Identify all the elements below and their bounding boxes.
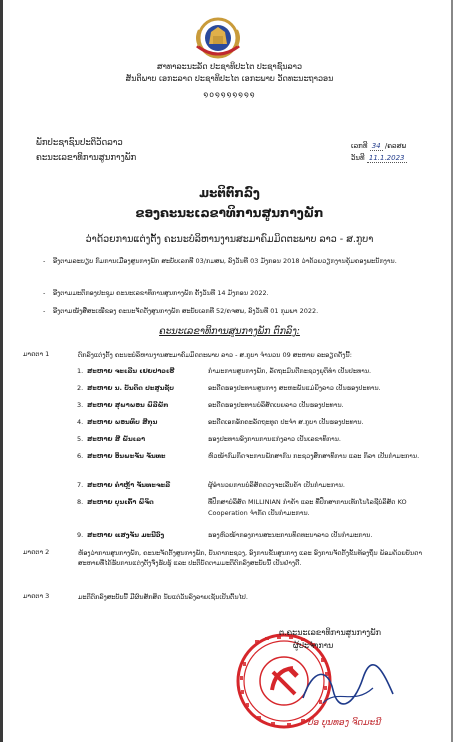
document-subject: ວ່າດ້ວຍການແຕ່ງຕັ້ງ ຄະນະບໍລິຫານງານສະມາຄົມມິດຕະພາບ ລາວ - ສ.ກູບາ bbox=[85, 234, 374, 245]
member-row bbox=[3, 400, 453, 411]
issuer-secretariat: ຄະນະເລຂາທິການສູນກາງພັກ bbox=[36, 153, 137, 163]
reference-date-value: 11.1.2023 bbox=[368, 154, 405, 162]
member-row bbox=[3, 366, 453, 377]
member-name: ສະຫາຍ ບຸນເຄົ້າ ພິຈິດ bbox=[87, 498, 154, 506]
article-1-label: ມາດຕາ 1 bbox=[23, 350, 50, 358]
reference-number-suffix: /ຄລສພ bbox=[384, 142, 407, 150]
member-role: ຮອງປະທານອົງການການແກ່ງລາວ ເປັນເລຂາທິການ. bbox=[208, 435, 341, 443]
reference-item bbox=[43, 288, 413, 299]
article-3-label: ມາດຕາ 3 bbox=[23, 592, 50, 600]
member-role: ອະດີດຮອງປະທານສູນກາງ ສະຫະພັນແມ່ຍິງລາວ ເປັນຮອງປະທານ. bbox=[208, 384, 381, 392]
member-row bbox=[3, 480, 453, 491]
article-2-label: ມາດຕາ 2 bbox=[23, 548, 50, 556]
member-number: 6. bbox=[77, 452, 84, 460]
bullet-dash: - bbox=[43, 289, 46, 297]
member-name: ສະຫາຍ ອິນພະຈັນ ຈັນທະ bbox=[87, 452, 166, 460]
member-role: ຫົວໜ້າກົມກິດຈະການພັກສາກົນ ກະຊວງສຶກສາທິການ ແລະ ກິລາ ເປັນກຳມະການ. bbox=[208, 452, 420, 460]
member-row bbox=[3, 434, 453, 445]
reference-number-label: ເລກທີ bbox=[351, 142, 368, 150]
member-row bbox=[3, 383, 453, 394]
document-title: ມະຕິຕົກລົງ bbox=[199, 186, 260, 200]
member-name: ສະຫາຍ ນ. ບັນດິດ ປະສູນຊັບ bbox=[87, 384, 175, 392]
reference-item bbox=[43, 306, 413, 317]
article-2-text: ຫ້ອງວ່າການສູນກາງພັກ, ຄະນະຈັດຕັ້ງສູນກາງພັກ, ບັນດາກະຊວງ, ອົງການຂັ້ນສູນກາງ ແລະ ອົງການຈັດຕັ້ງຂັ້ນທ້ອງຖິ່ນ ພ້ອມດ້ວຍບັນດາສະຫາຍທີ່ໄດ້ຮັບການແຕ່ງຕັ້ງຈົ່ງຮັບຮູ້ ແລະ ປະຕິບັດຕາມມະຕິຕົກລົງສະບັບນີ້ ເປັນຢ່າງດີ. bbox=[78, 549, 423, 567]
member-number: 9. bbox=[77, 531, 84, 539]
signature-organization: ຕ.ຄະນະເລຂາທິການສູນກາງພັກ bbox=[279, 628, 382, 637]
member-name: ສະຫາຍ ພອນທິບ ສີກຸນ bbox=[87, 418, 158, 426]
member-number: 1. bbox=[77, 367, 84, 375]
member-name: ສະຫາຍ ສີ ພັນເລາ bbox=[87, 435, 146, 443]
handwritten-signature bbox=[293, 658, 403, 718]
member-role: ອະດີດເອກອັກຄະລັດຖະທູດ ປະຈຳ ສ.ກູບາ ເປັນຮອງປະທານ. bbox=[208, 418, 364, 426]
member-role: ກຳມະການສູນກາງພັກ, ລັດຖະມົນຕີກະຊວງຍຸຕິທຳ ເປັນປະທານ. bbox=[208, 367, 372, 375]
header-country: ສາທາລະນະລັດ ປະຊາທິປະໄຕ ປະຊາຊົນລາວ bbox=[156, 62, 303, 71]
issuer-party: ພັກປະຊາຊົນປະຕິວັດລາວ bbox=[36, 138, 123, 148]
reference-date-label: ວັນທີ bbox=[351, 154, 365, 162]
reference-date bbox=[351, 154, 407, 162]
bullet-dash: - bbox=[43, 257, 46, 265]
member-role: ອະດີດຮອງປະທານບໍລິສັດເບຍລາວ ເປັນຮອງປະທານ. bbox=[208, 401, 344, 409]
article-3-text: ມະຕິຕົກລົງສະບັບນີ້ ມີຜົນສັກສິດ ນັບແຕ່ວັນລົງລາຍເຊັນເປັນຕົ້ນໄປ. bbox=[78, 593, 248, 601]
reference-item-text: ອີງຕາມມະຕິກອງປະຊຸມ ຄະນະເລຂາທິການສູນກາງພັກ ຄັ້ງວັນທີ 14 ມັງກອນ 2022. bbox=[53, 289, 269, 297]
lao-national-emblem bbox=[191, 16, 245, 60]
member-name: ສະຫາຍ ສຸພາພອນ ພິລີພັກ bbox=[87, 401, 169, 409]
member-role: ຜູ້ອຳນວຍການບໍລິສັດດວງຈະເລີນຄ້າ ເປັນກຳມະການ. bbox=[208, 481, 345, 489]
member-number: 5. bbox=[77, 435, 84, 443]
reference-item-text: ອີງຕາມລະບຽບ ກົມການເມືອງສູນກາງພັກ ສະບັບເລກທີ 03/ກມສພ, ລົງວັນທີ 03 ມັງກອນ 2018 ວ່າດ້ວຍວຽກງານຄຸ້ມຄອງພະນັກງານ. bbox=[53, 257, 397, 265]
member-role: ຮອງຫົວໜ້າກອງການສະນະການທິດທະນາລາວ ເປັນກຳມະການ. bbox=[208, 531, 373, 539]
member-number: 2. bbox=[77, 384, 84, 392]
reference-number-value: 34 bbox=[371, 142, 381, 150]
member-number: 7. bbox=[77, 481, 84, 489]
member-number: 8. bbox=[77, 498, 84, 506]
header-ornament: ໑໐໑໑໑໑໑໑໑ bbox=[203, 90, 256, 99]
header-slogan: ສັນຕິພາບ ເອກະລາດ ປະຊາທິປະໄຕ ເອກະພາບ ວັດທະນະຖາວອນ bbox=[125, 74, 334, 83]
member-name: ສະຫາຍ ຈະເລີນ ເຢຍປາວເຮີ bbox=[87, 367, 175, 375]
decides-heading: ຄະນະເລຂາທິການສູນກາງພັກ ຕົກລົງ: bbox=[159, 326, 300, 337]
reference-item bbox=[43, 256, 413, 267]
document-subtitle: ຂອງຄະນະເລຂາທິການສູນກາງພັກ bbox=[135, 206, 324, 220]
member-role: ທີ່ປຶກສາບໍລິສັດ MILLINIAN ກຳຄ້າ ແລະ ທີ່ປຶກສາການເທັກໂນໂລຊີບໍລິສັດ KO Cooperation ຈຳກັດ ເປັນກຳມະການ. bbox=[208, 498, 407, 517]
member-name: ສະຫາຍ ຄຳຫຼ້າ ຈັນທະຈະລີ bbox=[87, 481, 171, 489]
reference-number bbox=[351, 142, 406, 150]
member-row bbox=[3, 530, 453, 541]
reference-item-text: ອີງຕາມໜັງສືສະເໜີຂອງ ຄະນະຈັດຕັ້ງສູນກາງພັກ ສະບັບເລກທີ 52/ຄຈສພ, ລົງວັນທີ 01 ກຸມພາ 2022. bbox=[53, 307, 319, 315]
signature-position: ຜູ້ປະຈຳການ bbox=[293, 641, 334, 650]
member-name: ສະຫາຍ ແສງຈັນ ມະນີວົງ bbox=[87, 531, 165, 539]
signatory-name: ປອ ບຸນທອງ ຈິດມະນີ bbox=[308, 718, 381, 728]
member-row bbox=[3, 497, 453, 530]
member-number: 4. bbox=[77, 418, 84, 426]
member-row bbox=[3, 417, 453, 428]
article-1-text: ຕົກລົງແຕ່ງຕັ້ງ ຄະນະບໍລິຫານງານສະມາຄົມມິດຕະພາບ ລາວ - ສ.ກູບາ ຈຳນວນ 09 ສະຫາຍ ລະອຽດດັ່ງນີ້: bbox=[78, 351, 352, 359]
member-number: 3. bbox=[77, 401, 84, 409]
bullet-dash: - bbox=[43, 307, 46, 315]
member-row bbox=[3, 451, 453, 473]
